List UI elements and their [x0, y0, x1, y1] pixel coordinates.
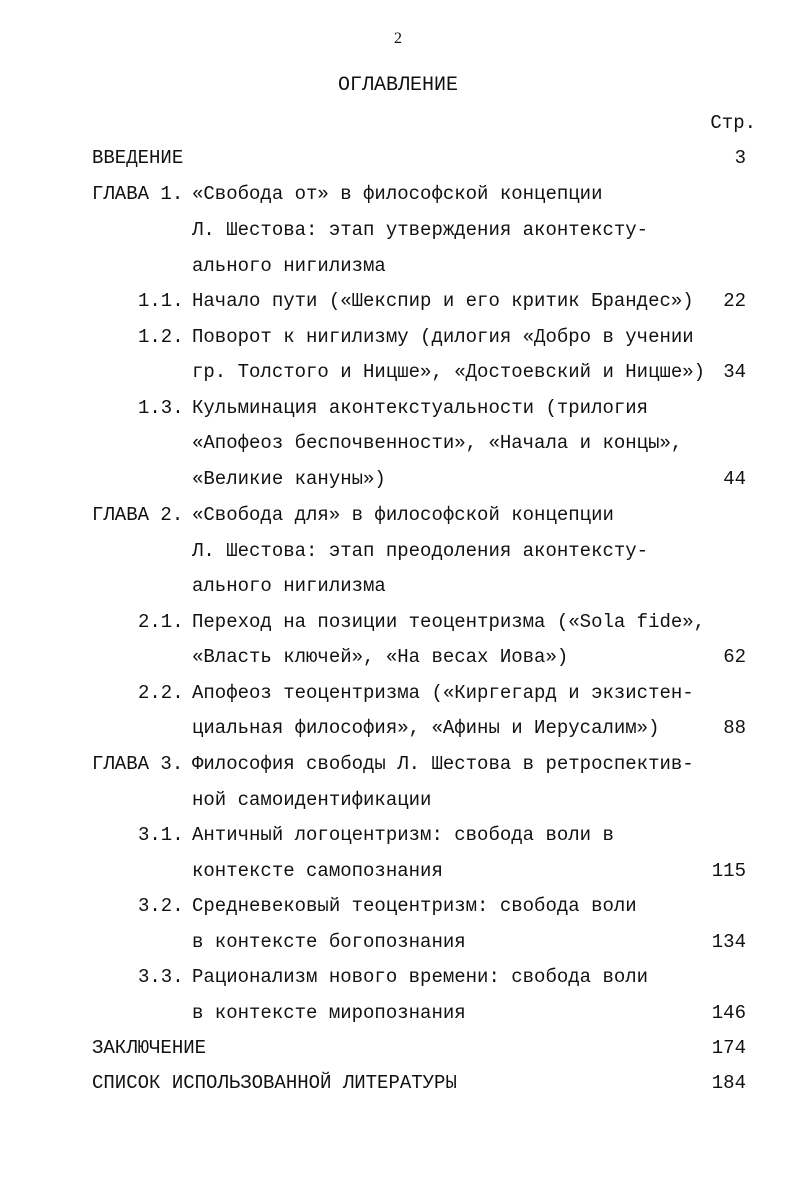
toc-page-bibliography: 184 — [711, 1072, 746, 1094]
toc-text-section-2-2: Апофеоз теоцентризма («Киргегард и экзистен- — [192, 682, 694, 704]
toc-label-section-1-1: 1.1. — [138, 290, 184, 312]
toc-page-section-3-3: 146 — [711, 1002, 746, 1024]
toc-text-section-3-3: в контексте миропознания — [192, 1002, 466, 1024]
toc-text-chapter-3: Философия свободы Л. Шестова в ретроспектив- — [192, 753, 694, 775]
page-title: ОГЛАВЛЕНИЕ — [337, 74, 459, 97]
toc-page-section-2-1: 62 — [723, 646, 746, 668]
toc-label-conclusion: ЗАКЛЮЧЕНИЕ — [92, 1037, 207, 1059]
toc-text-chapter-1: ального нигилизма — [192, 255, 386, 277]
toc-page-section-3-2: 134 — [711, 931, 746, 953]
toc-page-section-1-3: 44 — [723, 468, 746, 490]
toc-text-chapter-2: «Свобода для» в философской концепции — [192, 504, 614, 526]
toc-label-chapter-1: ГЛАВА 1. — [92, 183, 184, 205]
toc-label-section-3-3: 3.3. — [138, 966, 184, 988]
toc-text-section-1-3: «Апофеоз беспочвенности», «Начала и концы», — [192, 432, 683, 454]
toc-page-conclusion: 174 — [711, 1037, 746, 1059]
toc-text-section-1-3: Кульминация аконтекстуальности (трилогия — [192, 397, 649, 419]
toc-label-section-1-3: 1.3. — [138, 397, 184, 419]
toc-label-chapter-2: ГЛАВА 2. — [92, 504, 184, 526]
toc-text-chapter-3: ной самоидентификации — [192, 789, 432, 811]
toc-text-section-2-1: «Власть ключей», «На весах Иова») — [192, 646, 569, 668]
page-column-label: Стр. — [710, 112, 756, 134]
toc-text-section-2-2: циальная философия», «Афины и Иерусалим») — [192, 717, 660, 739]
toc-page-section-1-2: 34 — [723, 361, 746, 383]
toc-text-section-2-1: Переход на позиции теоцентризма («Sola fide», — [192, 611, 706, 633]
toc-label-section-3-1: 3.1. — [138, 824, 184, 846]
toc-label-section-2-2: 2.2. — [138, 682, 184, 704]
toc-page-section-1-1: 22 — [723, 290, 746, 312]
toc-page-introduction: 3 — [734, 147, 746, 169]
toc-label-chapter-3: ГЛАВА 3. — [92, 753, 184, 775]
toc-text-chapter-1: Л. Шестова: этап утверждения аконтексту- — [192, 219, 649, 241]
page-number: 2 — [394, 30, 402, 47]
toc-label-introduction: ВВЕДЕНИЕ — [92, 147, 184, 169]
toc-text-section-1-1: Начало пути («Шекспир и его критик Брандес») — [192, 290, 694, 312]
toc-label-section-1-2: 1.2. — [138, 326, 184, 348]
toc-label-section-3-2: 3.2. — [138, 895, 184, 917]
toc-text-section-3-1: контексте самопознания — [192, 860, 443, 882]
toc-page-section-3-1: 115 — [711, 860, 746, 882]
toc-page-section-2-2: 88 — [723, 717, 746, 739]
toc-text-section-1-3: «Великие кануны») — [192, 468, 386, 490]
toc-text-section-3-2: Средневековый теоцентризм: свобода воли — [192, 895, 637, 917]
toc-text-section-3-3: Рационализм нового времени: свобода воли — [192, 966, 649, 988]
toc-text-section-1-2: Поворот к нигилизму (дилогия «Добро в учении — [192, 326, 694, 348]
toc-label-section-2-1: 2.1. — [138, 611, 184, 633]
toc-text-section-1-2: гр. Толстого и Ницше», «Достоевский и Ницше») — [192, 361, 706, 383]
toc-text-chapter-1: «Свобода от» в философской концепции — [192, 183, 603, 205]
toc-text-chapter-2: Л. Шестова: этап преодоления аконтексту- — [192, 540, 649, 562]
toc-text-section-3-2: в контексте богопознания — [192, 931, 466, 953]
toc-label-bibliography: СПИСОК ИСПОЛЬЗОВАННОЙ ЛИТЕРАТУРЫ — [92, 1072, 457, 1094]
toc-text-chapter-2: ального нигилизма — [192, 575, 386, 597]
toc-text-section-3-1: Античный логоцентризм: свобода воли в — [192, 824, 614, 846]
